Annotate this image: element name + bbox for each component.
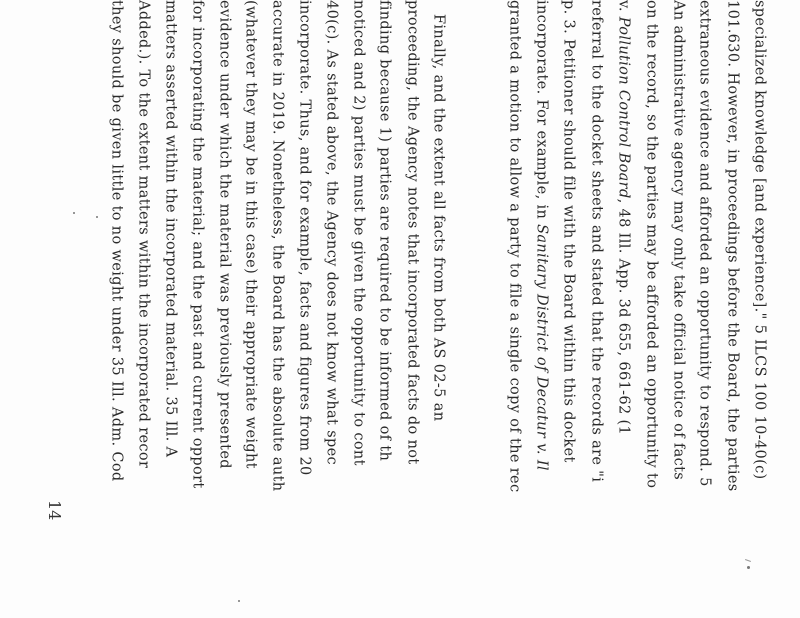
text-line [270, 0, 285, 491]
text-segment: noticed and 2) parties must be given the opportunity to cont [350, 0, 367, 466]
text-segment: 40(c). As stated above, the Agency does not know what spec [323, 0, 340, 466]
text-line [671, 0, 686, 480]
text-segment: , 48 Ill. App. 3d 655, 661-62 (1 [615, 198, 632, 436]
text-line [217, 0, 232, 469]
text-line [561, 0, 576, 463]
text-line [243, 0, 258, 469]
text-line [297, 0, 312, 476]
text-line [507, 0, 522, 492]
text-segment: (whatever they may be in this case) their appropriate weight [242, 0, 259, 469]
scan-speck [96, 216, 98, 218]
text-line [589, 0, 604, 482]
text-line [136, 0, 151, 468]
text-segment: proceeding, the Agency notes that incorporated facts do not [404, 0, 421, 465]
text-segment: p. 3. Petitioner should file with the Board within this docket [560, 0, 577, 463]
scan-speck [238, 600, 240, 602]
text-segment: they should be given little to no weight under 35 Ill. Adm. Cod [108, 0, 125, 482]
text-segment: on the record, so the parties may be afforded an opportunity to [643, 0, 660, 489]
text-segment: v. [615, 0, 632, 17]
text-segment: accurate in 2019. Nonetheless, the Board has the absolute auth [269, 0, 286, 492]
text-line [431, 14, 446, 421]
text-segment: Pollution Control Board [615, 16, 632, 199]
text-segment: finding because 1) parties are required to be informed of th [376, 0, 393, 462]
scan-speck [747, 566, 750, 569]
text-line [616, 0, 631, 435]
text-line [351, 0, 366, 466]
text-segment: specialized knowledge [and experience]." 5 ILCS 100 10-40(c) [751, 0, 768, 480]
text-segment: incorporate. Thus, and for example, facts and figures from 20 [296, 0, 313, 476]
text-segment: Sanitary District of Decatur v. Il [533, 224, 550, 471]
text-line [190, 0, 205, 489]
text-segment: evidence under which the material was previously presented [216, 0, 233, 469]
text-line [725, 0, 740, 492]
text-line [324, 0, 339, 465]
text-line [534, 0, 549, 471]
text-segment: extraneous evidence and afforded an opportunity to respond. 5 [696, 0, 713, 487]
text-line [405, 0, 420, 465]
text-line [163, 0, 178, 457]
page-number: 14 [45, 500, 64, 521]
scan-speck [73, 212, 75, 214]
text-segment: granted a motion to allow a party to file a single copy of the rec [506, 0, 523, 493]
text-line [697, 0, 712, 487]
text-line [644, 0, 659, 488]
text-segment: for incorporating the material; and the past and current opport [189, 0, 206, 489]
text-segment: 101.630. However, in proceedings before the Board, the parties [724, 0, 741, 492]
text-line [752, 0, 767, 480]
text-segment: matters asserted within the incorporated material. 35 Ill. A [162, 0, 179, 458]
text-line [109, 0, 124, 482]
text-line [377, 0, 392, 461]
text-segment: referral to the docket sheets and stated that the records are "i [588, 0, 605, 483]
text-segment: An administrative agency may only take official notice of facts [670, 0, 687, 481]
text-segment: incorporate. For example, in [533, 0, 550, 225]
text-segment: Finally, and the extent all facts from both AS 02-5 an [430, 14, 447, 422]
text-segment: Added.). To the extent matters within the incorporated recor [135, 0, 152, 469]
